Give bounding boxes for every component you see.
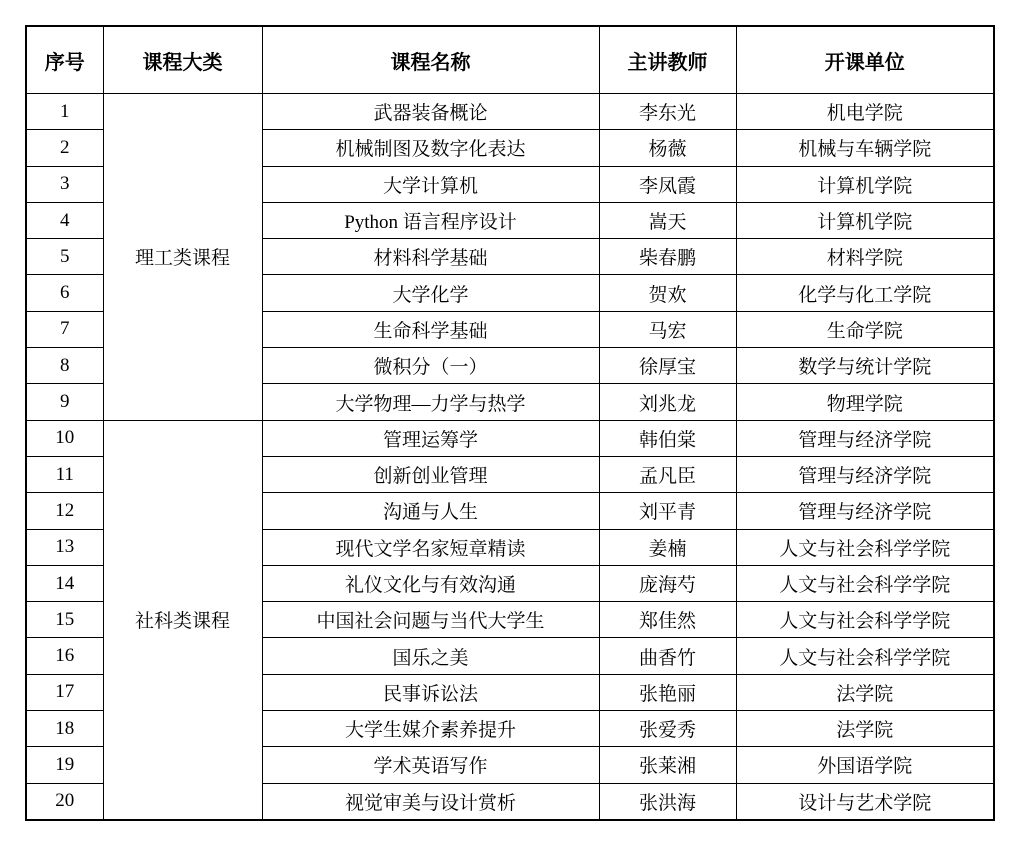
teacher-cell: 张爱秀 xyxy=(599,711,736,747)
col-header-serial: 序号 xyxy=(26,26,103,94)
course-name-cell: 中国社会问题与当代大学生 xyxy=(262,602,599,638)
unit-cell: 计算机学院 xyxy=(736,202,994,238)
course-name-cell: 武器装备概论 xyxy=(262,94,599,130)
serial-cell: 18 xyxy=(26,711,103,747)
unit-cell: 管理与经济学院 xyxy=(736,420,994,456)
course-name-cell: 管理运筹学 xyxy=(262,420,599,456)
course-table xyxy=(25,25,995,821)
course-name-cell: 生命科学基础 xyxy=(262,311,599,347)
course-name-cell: 礼仪文化与有效沟通 xyxy=(262,565,599,601)
unit-cell: 物理学院 xyxy=(736,384,994,420)
teacher-cell: 韩伯棠 xyxy=(599,420,736,456)
teacher-cell: 张艳丽 xyxy=(599,674,736,710)
serial-cell: 20 xyxy=(26,783,103,820)
unit-cell: 数学与统计学院 xyxy=(736,348,994,384)
unit-cell: 人文与社会科学学院 xyxy=(736,565,994,601)
unit-cell: 化学与化工学院 xyxy=(736,275,994,311)
unit-cell: 法学院 xyxy=(736,711,994,747)
course-name-cell: 视觉审美与设计赏析 xyxy=(262,783,599,820)
serial-cell: 4 xyxy=(26,202,103,238)
course-table-header xyxy=(26,26,994,94)
category-cell: 社科类课程 xyxy=(103,420,262,820)
serial-cell: 8 xyxy=(26,348,103,384)
teacher-cell: 张莱湘 xyxy=(599,747,736,783)
col-header-unit: 开课单位 xyxy=(736,26,994,94)
unit-cell: 人文与社会科学学院 xyxy=(736,638,994,674)
course-name-cell: 学术英语写作 xyxy=(262,747,599,783)
serial-cell: 1 xyxy=(26,94,103,130)
teacher-cell: 姜楠 xyxy=(599,529,736,565)
serial-cell: 6 xyxy=(26,275,103,311)
teacher-cell: 马宏 xyxy=(599,311,736,347)
unit-cell: 生命学院 xyxy=(736,311,994,347)
col-header-category: 课程大类 xyxy=(103,26,262,94)
serial-cell: 17 xyxy=(26,674,103,710)
col-header-course-name: 课程名称 xyxy=(262,26,599,94)
unit-cell: 人文与社会科学学院 xyxy=(736,602,994,638)
serial-cell: 15 xyxy=(26,602,103,638)
unit-cell: 计算机学院 xyxy=(736,166,994,202)
teacher-cell: 曲香竹 xyxy=(599,638,736,674)
serial-cell: 7 xyxy=(26,311,103,347)
unit-cell: 材料学院 xyxy=(736,239,994,275)
serial-cell: 3 xyxy=(26,166,103,202)
teacher-cell: 刘兆龙 xyxy=(599,384,736,420)
unit-cell: 机械与车辆学院 xyxy=(736,130,994,166)
teacher-cell: 嵩天 xyxy=(599,202,736,238)
teacher-cell: 柴春鹏 xyxy=(599,239,736,275)
course-name-cell: 大学生媒介素养提升 xyxy=(262,711,599,747)
course-name-cell: 创新创业管理 xyxy=(262,456,599,492)
serial-cell: 19 xyxy=(26,747,103,783)
course-name-cell: 微积分（一） xyxy=(262,348,599,384)
teacher-cell: 李凤霞 xyxy=(599,166,736,202)
course-name-cell: 大学物理—力学与热学 xyxy=(262,384,599,420)
table-row xyxy=(26,94,994,130)
serial-cell: 12 xyxy=(26,493,103,529)
col-header-teacher: 主讲教师 xyxy=(599,26,736,94)
teacher-cell: 孟凡臣 xyxy=(599,456,736,492)
course-name-cell: 材料科学基础 xyxy=(262,239,599,275)
unit-cell: 管理与经济学院 xyxy=(736,456,994,492)
unit-cell: 人文与社会科学学院 xyxy=(736,529,994,565)
unit-cell: 外国语学院 xyxy=(736,747,994,783)
course-name-cell: 沟通与人生 xyxy=(262,493,599,529)
unit-cell: 机电学院 xyxy=(736,94,994,130)
teacher-cell: 刘平青 xyxy=(599,493,736,529)
serial-cell: 9 xyxy=(26,384,103,420)
table-row xyxy=(26,420,994,456)
unit-cell: 设计与艺术学院 xyxy=(736,783,994,820)
serial-cell: 10 xyxy=(26,420,103,456)
teacher-cell: 李东光 xyxy=(599,94,736,130)
header-row xyxy=(26,26,994,94)
teacher-cell: 杨薇 xyxy=(599,130,736,166)
serial-cell: 11 xyxy=(26,456,103,492)
category-cell: 理工类课程 xyxy=(103,94,262,421)
course-name-cell: 大学计算机 xyxy=(262,166,599,202)
teacher-cell: 徐厚宝 xyxy=(599,348,736,384)
course-name-cell: 大学化学 xyxy=(262,275,599,311)
serial-cell: 13 xyxy=(26,529,103,565)
course-table-body xyxy=(26,94,994,820)
course-name-cell: 机械制图及数字化表达 xyxy=(262,130,599,166)
teacher-cell: 贺欢 xyxy=(599,275,736,311)
serial-cell: 16 xyxy=(26,638,103,674)
serial-cell: 2 xyxy=(26,130,103,166)
serial-cell: 5 xyxy=(26,239,103,275)
course-name-cell: Python 语言程序设计 xyxy=(262,202,599,238)
course-name-cell: 国乐之美 xyxy=(262,638,599,674)
course-name-cell: 民事诉讼法 xyxy=(262,674,599,710)
teacher-cell: 庞海芍 xyxy=(599,565,736,601)
teacher-cell: 郑佳然 xyxy=(599,602,736,638)
course-name-cell: 现代文学名家短章精读 xyxy=(262,529,599,565)
serial-cell: 14 xyxy=(26,565,103,601)
teacher-cell: 张洪海 xyxy=(599,783,736,820)
unit-cell: 法学院 xyxy=(736,674,994,710)
unit-cell: 管理与经济学院 xyxy=(736,493,994,529)
